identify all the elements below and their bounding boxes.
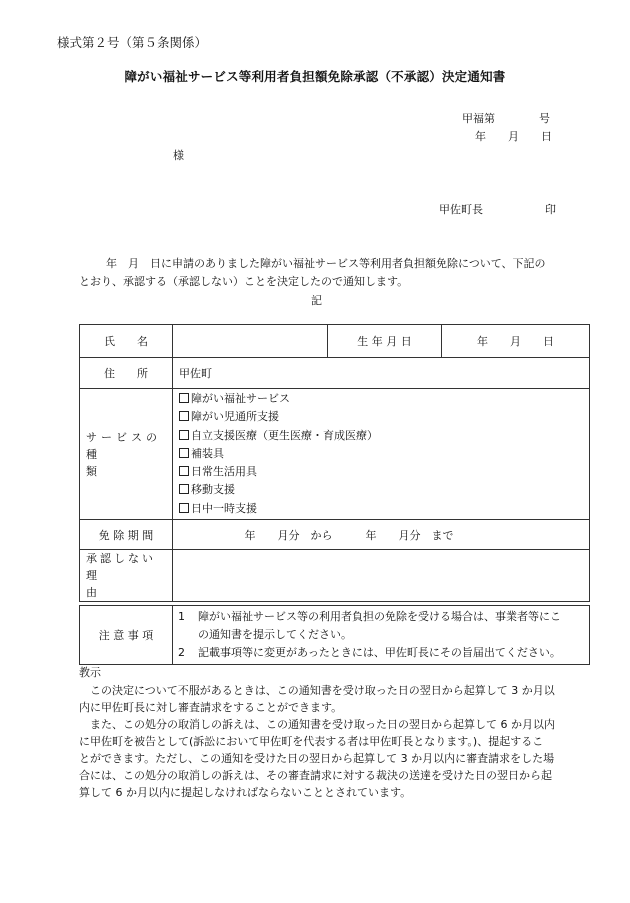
- document-title: 障がい福祉サービス等利用者負担額免除承認（不承認）決定通知書: [124, 69, 506, 84]
- checkbox-icon: [179, 393, 189, 403]
- notes-label: 注 意 事 項: [80, 606, 173, 665]
- service-option: [179, 408, 583, 426]
- service-option-label: 障がい児通所支援: [191, 410, 279, 424]
- note-text: 障がい福祉サービス等の利用者負担の免除を受ける場合は、事業者等にこ: [198, 610, 561, 623]
- document-date: 年 月 日: [475, 130, 552, 143]
- period-row: [80, 520, 590, 550]
- service-options: [173, 389, 590, 520]
- service-option: [179, 500, 583, 518]
- note-item-1: [178, 608, 589, 626]
- service-option-label: 日常生活用具: [191, 465, 257, 479]
- checkbox-icon: [179, 503, 189, 513]
- body-text-line-2: とおり、承認する（承認しない）ことを決定したので通知します。: [79, 275, 409, 288]
- checkbox-icon: [179, 466, 189, 476]
- service-option: [179, 463, 583, 481]
- note-item-2: [178, 644, 589, 662]
- service-option-label: 移動支援: [191, 483, 235, 497]
- name-label: 氏 名: [80, 325, 173, 358]
- period-value: 年 月分 から 年 月分 まで: [173, 520, 590, 550]
- body-text-line-1: 年 月 日に申請のありました障がい福祉サービス等利用者負担額免除について、下記の: [106, 257, 546, 270]
- service-option: [179, 481, 583, 499]
- details-table: [79, 324, 590, 602]
- instruction-line: 合には、この処分の取消しの訴えは、その審査請求に対する裁決の送達を受けた日の翌日から起: [79, 769, 552, 782]
- address-row: [80, 358, 590, 389]
- period-label: 免 除 期 間: [80, 520, 173, 550]
- service-label-line-1: サービスの種: [86, 430, 161, 461]
- service-option-label: 障がい福祉サービス: [191, 392, 290, 406]
- notes-content: [173, 606, 590, 665]
- service-option-label: 日中一時支援: [191, 501, 257, 515]
- instruction-line: この決定について不服があるときは、この通知書を受け取った日の翌日から起算して 3 か月以: [90, 684, 555, 697]
- addressee-suffix: 様: [173, 149, 184, 162]
- checkbox-icon: [179, 484, 189, 494]
- instruction-paragraph-1: [79, 682, 599, 716]
- instruction-line: とができます。ただし、この通知を受けた日の翌日から起算して 3 か月以内に審査請求をした場: [79, 752, 555, 765]
- service-option-label: 自立支援医療（更生医療・育成医療）: [191, 428, 378, 442]
- service-option: [179, 427, 583, 445]
- name-value: [173, 325, 328, 358]
- reason-value: [173, 550, 590, 602]
- service-option-label: 補装具: [191, 446, 224, 460]
- instruction-line: に甲佐町を被告として(訴訟において甲佐町を代表する者は甲佐町長となります。)、提起するこ: [79, 735, 544, 748]
- notes-table: [79, 605, 590, 665]
- form-number: 様式第２号（第５条関係）: [57, 35, 208, 50]
- checkbox-icon: [179, 448, 189, 458]
- service-option: [179, 390, 583, 408]
- checkbox-icon: [179, 411, 189, 421]
- reason-label-line-1: 承認しない理: [86, 552, 156, 582]
- ki-heading: 記: [311, 294, 322, 307]
- seal-mark: 印: [545, 203, 556, 216]
- note-number: 2: [178, 646, 185, 659]
- checkbox-icon: [179, 430, 189, 440]
- document-number: 甲福第 号: [462, 112, 550, 125]
- address-label: 住 所: [80, 358, 173, 389]
- service-label: [80, 389, 173, 520]
- note-text: の通知書を提示してください。: [198, 628, 352, 641]
- instruction-line: また、この処分の取消しの訴えは、この通知書を受け取った日の翌日から起算して 6 か月以内: [90, 718, 555, 731]
- service-label-line-2: 類: [86, 464, 97, 478]
- reason-label: [80, 550, 173, 602]
- instruction-paragraph-2: [79, 716, 599, 801]
- reason-row: [80, 550, 590, 602]
- dob-value: 年 月 日: [442, 325, 590, 358]
- service-option: [179, 445, 583, 463]
- instruction-line: 算して 6 か月以内に提起しなければならないこととされています。: [79, 786, 412, 799]
- note-item-1-continued: [178, 626, 589, 644]
- dob-label: 生 年 月 日: [328, 325, 442, 358]
- note-number: 1: [178, 610, 185, 623]
- instruction-heading: 教示: [79, 666, 101, 679]
- name-row: [80, 325, 590, 358]
- reason-label-line-2: 由: [86, 586, 97, 599]
- instruction-line: 内に甲佐町長に対し審査請求をすることができます。: [79, 701, 343, 714]
- service-row: [80, 389, 590, 520]
- address-value: 甲佐町: [173, 358, 590, 389]
- issuer-name: 甲佐町長: [439, 203, 483, 216]
- note-text: 記載事項等に変更があったときには、甲佐町長にその旨届出てください。: [198, 646, 561, 659]
